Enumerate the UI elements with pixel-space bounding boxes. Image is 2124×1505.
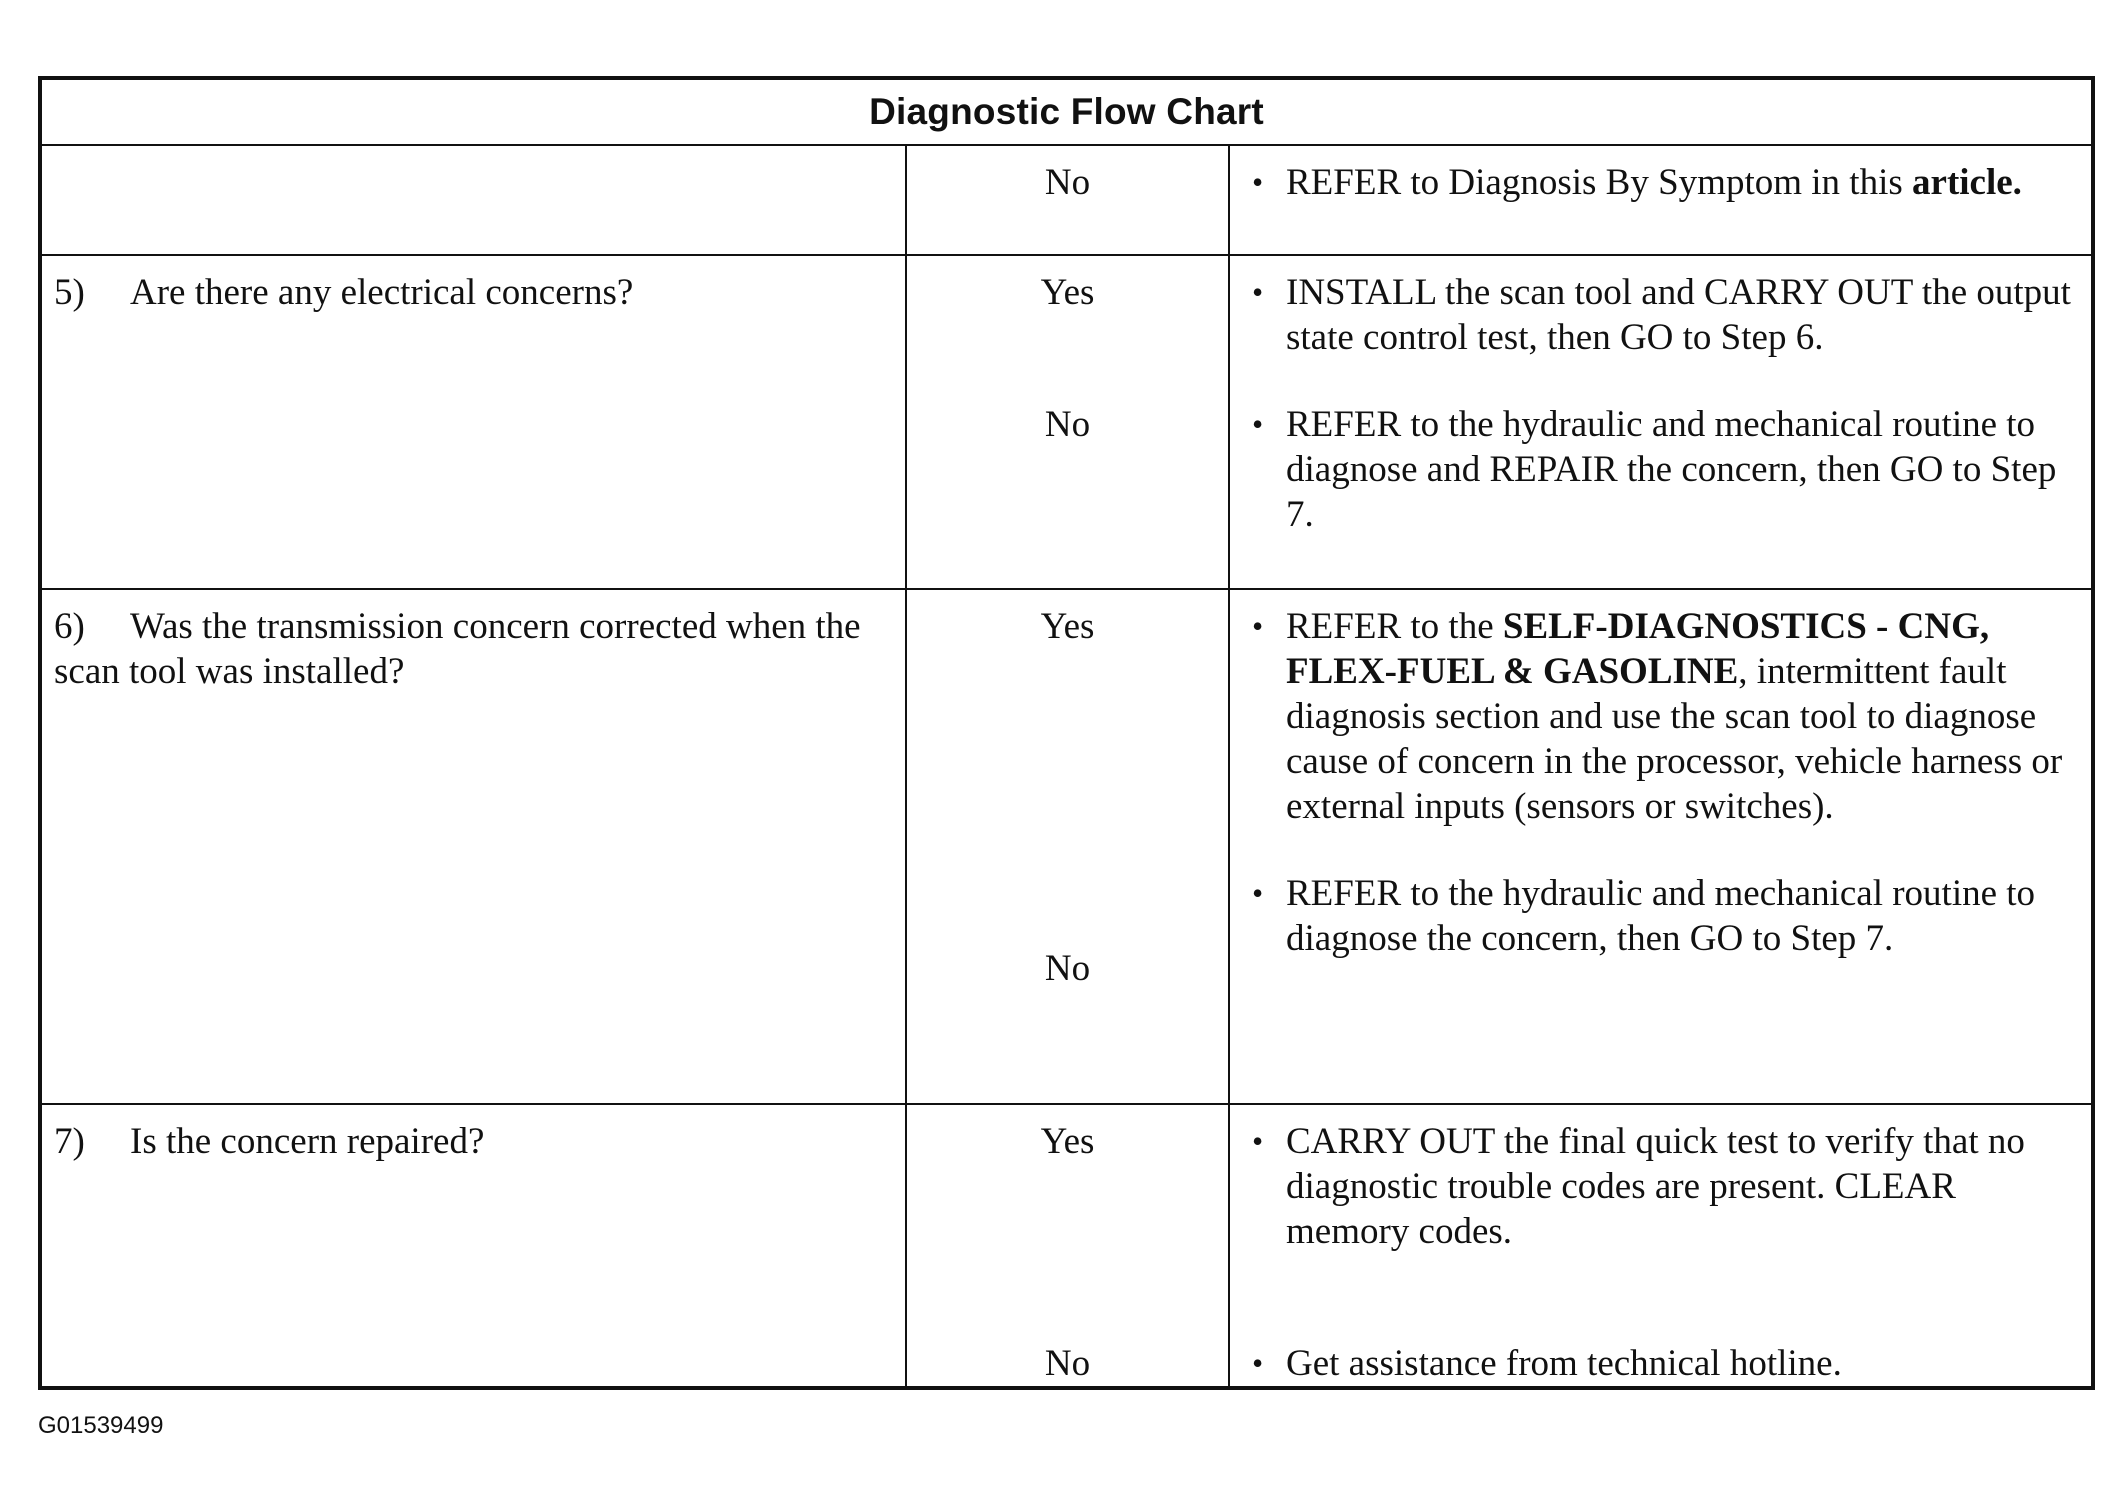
- step-question: Was the transmission concern corrected when the scan tool was installed?: [54, 606, 861, 692]
- action-item: [1246, 590, 2079, 829]
- bullet-icon: •: [1252, 875, 1264, 911]
- table-row: [40, 145, 2093, 255]
- answer-label: Yes: [1040, 272, 1095, 313]
- bullet-icon: •: [1252, 274, 1264, 310]
- step-question-cell: [40, 589, 906, 1104]
- action-item: [1246, 829, 2079, 961]
- action-item: [1246, 360, 2079, 537]
- action-item: [1246, 256, 2079, 360]
- figure-id: G01539499: [38, 1412, 164, 1439]
- answer-label: No: [1044, 404, 1091, 445]
- table-row: [40, 589, 2093, 1104]
- answer-cell: [906, 145, 1229, 255]
- step-number: 7): [54, 1121, 85, 1162]
- action-text: Get assistance from technical hotline.: [1286, 1343, 1842, 1384]
- action-text: REFER to Diagnosis By Symptom in this: [1286, 162, 1913, 203]
- action-text-bold: article.: [1912, 162, 2022, 203]
- step-number: 5): [54, 272, 85, 313]
- table-row: [40, 255, 2093, 589]
- action-text: REFER to the hydraulic and mechanical routine to diagnose the concern, then GO to Step 7.: [1286, 873, 2036, 959]
- action-text-bold: SELF-DIAGNOSTICS - CNG, FLEX-FUEL & GASOLINE: [1286, 606, 1990, 692]
- action-item: [1246, 1105, 2079, 1254]
- answer-label: No: [1044, 948, 1091, 989]
- bullet-icon: •: [1252, 1123, 1264, 1159]
- action-cell: [1229, 589, 2093, 1104]
- diagnostic-flow-table: [38, 76, 2095, 1390]
- bullet-icon: •: [1252, 1345, 1264, 1381]
- action-text: REFER to the: [1286, 606, 1503, 647]
- bullet-icon: •: [1252, 164, 1264, 200]
- bullet-icon: •: [1252, 608, 1264, 644]
- action-text: INSTALL the scan tool and CARRY OUT the output state control test, then GO to Step 6.: [1286, 272, 2071, 358]
- step-number: 6): [54, 606, 85, 647]
- action-item: [1246, 146, 2079, 205]
- action-item: [1246, 1254, 2079, 1386]
- answer-label: Yes: [1040, 1121, 1095, 1162]
- action-text: REFER to the hydraulic and mechanical routine to diagnose and REPAIR the concern, then GO to Step 7.: [1286, 404, 2057, 535]
- step-question-cell: [40, 1104, 906, 1388]
- action-text: , intermittent fault diagnosis section and use the scan tool to diagnose cause of concern in the processor, vehicle harness or external inputs (sensors or switches).: [1286, 651, 2063, 827]
- action-cell: [1229, 1104, 2093, 1388]
- answer-label: No: [1044, 162, 1091, 203]
- step-question-cell: [40, 145, 906, 255]
- step-question: Are there any electrical concerns?: [130, 272, 634, 313]
- answer-label: No: [1044, 1343, 1091, 1384]
- answer-cell: [906, 1104, 1229, 1388]
- answer-cell: [906, 589, 1229, 1104]
- action-cell: [1229, 255, 2093, 589]
- bullet-icon: •: [1252, 406, 1264, 442]
- table-row: [40, 1104, 2093, 1388]
- title-row: [40, 78, 2093, 145]
- step-question: Is the concern repaired?: [130, 1121, 485, 1162]
- step-question-cell: [40, 255, 906, 589]
- action-text: CARRY OUT the final quick test to verify that no diagnostic trouble codes are present. CLEAR memory codes.: [1286, 1121, 2025, 1252]
- action-cell: [1229, 145, 2093, 255]
- table-title: Diagnostic Flow Chart: [40, 78, 2093, 145]
- answer-label: Yes: [1040, 606, 1095, 647]
- answer-cell: [906, 255, 1229, 589]
